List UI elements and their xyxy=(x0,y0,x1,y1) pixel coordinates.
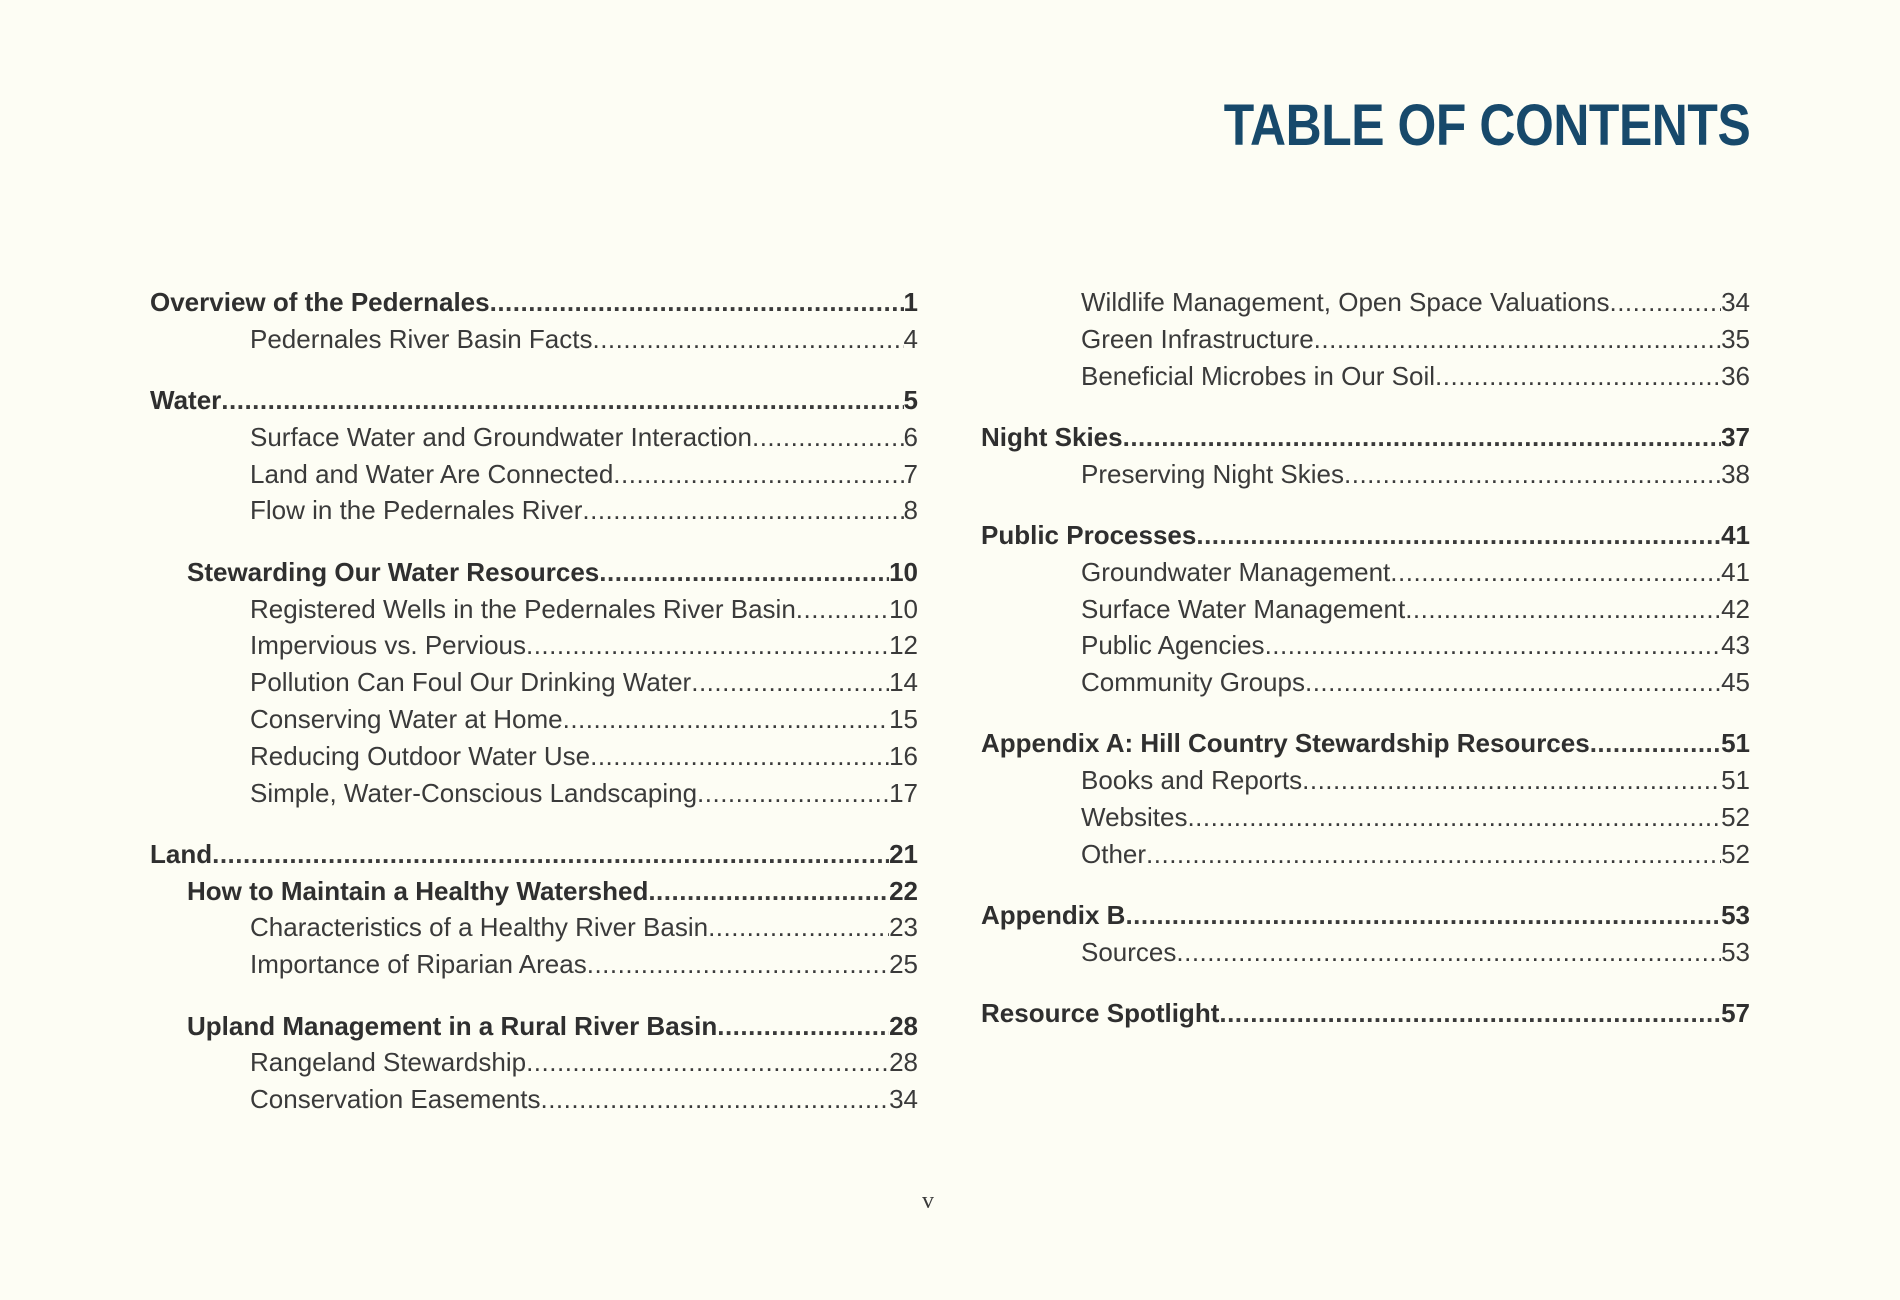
toc-entry[interactable] xyxy=(150,1081,918,1118)
dot-leader xyxy=(563,701,889,738)
dot-leader xyxy=(648,873,889,910)
toc-entry-title: Appendix B xyxy=(981,900,1126,931)
dot-leader xyxy=(1405,591,1721,628)
toc-entry-title: Overview of the Pedernales xyxy=(150,287,490,317)
toc-entry[interactable] xyxy=(150,321,918,358)
dot-leader xyxy=(697,775,889,812)
dot-leader xyxy=(1146,836,1721,873)
dot-leader xyxy=(1609,284,1721,321)
toc-entry-title: Simple, Water-Conscious Landscaping xyxy=(250,777,698,808)
toc-left-column xyxy=(150,284,918,1118)
toc-entry-title: Groundwater Management xyxy=(1081,556,1391,587)
toc-entry-title: Books and Reports xyxy=(1081,765,1303,796)
toc-entry-title: Websites xyxy=(1081,802,1188,833)
toc-entry-page-number: 42 xyxy=(1721,593,1750,624)
toc-entry-page-number: 53 xyxy=(1721,900,1750,931)
toc-entry[interactable] xyxy=(150,836,918,873)
toc-entry[interactable] xyxy=(981,554,1750,591)
toc-entry-title: Community Groups xyxy=(1081,667,1305,698)
dot-leader xyxy=(1123,419,1721,456)
toc-entry[interactable] xyxy=(981,995,1750,1032)
dot-leader xyxy=(613,456,903,493)
toc-entry-page-number: 5 xyxy=(903,385,918,416)
toc-entry-title: Land and Water Are Connected xyxy=(250,458,614,489)
toc-entry-title: Public Processes xyxy=(981,519,1197,550)
toc-entry-title: Pollution Can Foul Our Drinking Water xyxy=(250,667,692,698)
toc-entry-page-number: 8 xyxy=(903,495,918,526)
dot-leader xyxy=(1590,725,1721,762)
toc-entry[interactable] xyxy=(981,456,1750,493)
toc-entry[interactable] xyxy=(981,799,1750,836)
toc-entry-title: Conservation Easements xyxy=(250,1084,541,1115)
dot-leader xyxy=(526,627,889,664)
toc-entry-page-number: 51 xyxy=(1721,765,1750,796)
toc-right-column xyxy=(981,284,1750,1032)
toc-entry-page-number: 35 xyxy=(1721,323,1750,354)
dot-leader xyxy=(1265,627,1722,664)
toc-entry[interactable] xyxy=(150,554,918,591)
toc-entry-title: Surface Water Management xyxy=(1081,593,1406,624)
toc-entry[interactable] xyxy=(150,701,918,738)
toc-entry-page-number: 7 xyxy=(903,458,918,489)
toc-entry-page-number: 4 xyxy=(903,323,918,354)
toc-entry-page-number: 34 xyxy=(1721,287,1750,317)
toc-entry[interactable] xyxy=(150,1044,918,1081)
dot-leader xyxy=(691,664,889,701)
toc-entry-title: Conserving Water at Home xyxy=(250,703,563,734)
toc-entry[interactable] xyxy=(150,382,918,419)
toc-entry[interactable] xyxy=(150,775,918,812)
toc-entry[interactable] xyxy=(150,909,918,946)
toc-entry[interactable] xyxy=(981,419,1750,456)
toc-entry-page-number: 1 xyxy=(903,287,918,317)
toc-entry[interactable] xyxy=(981,284,1750,321)
toc-entry[interactable] xyxy=(150,419,918,456)
toc-entry[interactable] xyxy=(150,1008,918,1045)
toc-entry[interactable] xyxy=(981,358,1750,395)
toc-entry-page-number: 15 xyxy=(889,703,918,734)
dot-leader xyxy=(526,1044,889,1081)
toc-entry[interactable] xyxy=(981,762,1750,799)
toc-entry-page-number: 37 xyxy=(1721,421,1750,452)
dot-leader xyxy=(490,284,904,321)
toc-entry-page-number: 10 xyxy=(889,556,918,587)
toc-entry-page-number: 36 xyxy=(1721,360,1750,391)
dot-leader xyxy=(221,382,903,419)
toc-entry[interactable] xyxy=(150,664,918,701)
toc-entry-page-number: 28 xyxy=(889,1047,918,1078)
toc-entry-title: Sources xyxy=(1081,936,1177,967)
toc-entry-title: Characteristics of a Healthy River Basin xyxy=(250,912,709,943)
dot-leader xyxy=(587,946,889,983)
dot-leader xyxy=(1196,517,1721,554)
toc-entry[interactable] xyxy=(981,591,1750,628)
toc-entry-page-number: 25 xyxy=(889,949,918,980)
toc-entry-title: Resource Spotlight xyxy=(981,998,1220,1029)
dot-leader xyxy=(1176,934,1721,971)
toc-entry-title: Reducing Outdoor Water Use xyxy=(250,740,591,771)
toc-entry[interactable] xyxy=(981,836,1750,873)
dot-leader xyxy=(592,321,903,358)
dot-leader xyxy=(1314,321,1721,358)
toc-entry-page-number: 38 xyxy=(1721,458,1750,489)
toc-entry[interactable] xyxy=(981,517,1750,554)
dot-leader xyxy=(582,492,903,529)
dot-leader xyxy=(708,909,889,946)
dot-leader xyxy=(599,554,889,591)
dot-leader xyxy=(1390,554,1721,591)
toc-entry-title: Wildlife Management, Open Space Valuations xyxy=(1081,287,1610,317)
toc-entry[interactable] xyxy=(981,321,1750,358)
toc-entry-page-number: 41 xyxy=(1721,519,1750,550)
toc-entry[interactable] xyxy=(150,627,918,664)
dot-leader xyxy=(717,1008,889,1045)
toc-entry-title: Land xyxy=(150,838,213,869)
dot-leader xyxy=(590,738,889,775)
toc-entry-title: Impervious vs. Pervious xyxy=(250,630,526,661)
dot-leader xyxy=(1302,762,1721,799)
toc-entry-title: Night Skies xyxy=(981,421,1123,452)
dot-leader xyxy=(1344,456,1721,493)
toc-entry-page-number: 22 xyxy=(889,875,918,906)
dot-leader xyxy=(752,419,904,456)
toc-entry[interactable] xyxy=(981,897,1750,934)
toc-entry-title: Other xyxy=(1081,838,1147,869)
toc-entry-page-number: 43 xyxy=(1721,630,1750,661)
toc-entry-page-number: 28 xyxy=(889,1010,918,1041)
toc-entry[interactable] xyxy=(981,934,1750,971)
toc-entry-page-number: 17 xyxy=(889,777,918,808)
toc-entry[interactable] xyxy=(981,725,1750,762)
toc-entry-title: Appendix A: Hill Country Stewardship Resources xyxy=(981,728,1590,759)
page-title: TABLE OF CONTENTS xyxy=(1223,93,1750,158)
toc-entry-title: Upland Management in a Rural River Basin xyxy=(187,1010,718,1041)
toc-entry-page-number: 52 xyxy=(1721,802,1750,833)
toc-entry[interactable] xyxy=(981,664,1750,701)
dot-leader xyxy=(1435,358,1721,395)
toc-entry-title: Water xyxy=(150,385,222,416)
toc-entry-title: Green Infrastructure xyxy=(1081,323,1314,354)
dot-leader xyxy=(1305,664,1721,701)
toc-entry-page-number: 14 xyxy=(889,667,918,698)
page-number: v xyxy=(922,1188,934,1214)
toc-entry[interactable] xyxy=(150,492,918,529)
dot-leader xyxy=(540,1081,889,1118)
toc-entry-page-number: 16 xyxy=(889,740,918,771)
toc-entry-title: Registered Wells in the Pedernales River Basin xyxy=(250,593,796,624)
toc-entry-title: Public Agencies xyxy=(1081,630,1265,661)
toc-entry-page-number: 45 xyxy=(1721,667,1750,698)
dot-leader xyxy=(212,836,889,873)
toc-entry-page-number: 51 xyxy=(1721,728,1750,759)
toc-entry-page-number: 41 xyxy=(1721,556,1750,587)
toc-entry-title: Beneficial Microbes in Our Soil xyxy=(1081,360,1436,391)
dot-leader xyxy=(1219,995,1721,1032)
toc-entry-page-number: 12 xyxy=(889,630,918,661)
toc-entry-title: Surface Water and Groundwater Interaction xyxy=(250,421,752,452)
toc-entry-page-number: 34 xyxy=(889,1084,918,1115)
dot-leader xyxy=(796,591,889,628)
toc-entry-page-number: 57 xyxy=(1721,998,1750,1029)
toc-entry[interactable] xyxy=(150,456,918,493)
toc-entry[interactable] xyxy=(150,591,918,628)
toc-entry-page-number: 10 xyxy=(889,593,918,624)
toc-entry-title: Preserving Night Skies xyxy=(1081,458,1344,489)
toc-entry-page-number: 21 xyxy=(889,838,918,869)
toc-entry-page-number: 6 xyxy=(903,421,918,452)
toc-entry[interactable] xyxy=(150,738,918,775)
toc-entry[interactable] xyxy=(150,946,918,983)
toc-entry[interactable] xyxy=(150,873,918,910)
toc-entry[interactable] xyxy=(981,627,1750,664)
toc-entry-title: Rangeland Stewardship xyxy=(250,1047,527,1078)
toc-entry-title: How to Maintain a Healthy Watershed xyxy=(187,875,649,906)
toc-entry-title: Pedernales River Basin Facts xyxy=(250,323,593,354)
toc-entry-page-number: 23 xyxy=(889,912,918,943)
dot-leader xyxy=(1187,799,1721,836)
dot-leader xyxy=(1125,897,1721,934)
toc-entry-title: Flow in the Pedernales River xyxy=(250,495,583,526)
toc-entry-page-number: 52 xyxy=(1721,838,1750,869)
toc-entry[interactable] xyxy=(150,284,918,321)
toc-entry-page-number: 53 xyxy=(1721,936,1750,967)
toc-entry-title: Stewarding Our Water Resources xyxy=(187,556,600,587)
toc-entry-title: Importance of Riparian Areas xyxy=(250,949,587,980)
